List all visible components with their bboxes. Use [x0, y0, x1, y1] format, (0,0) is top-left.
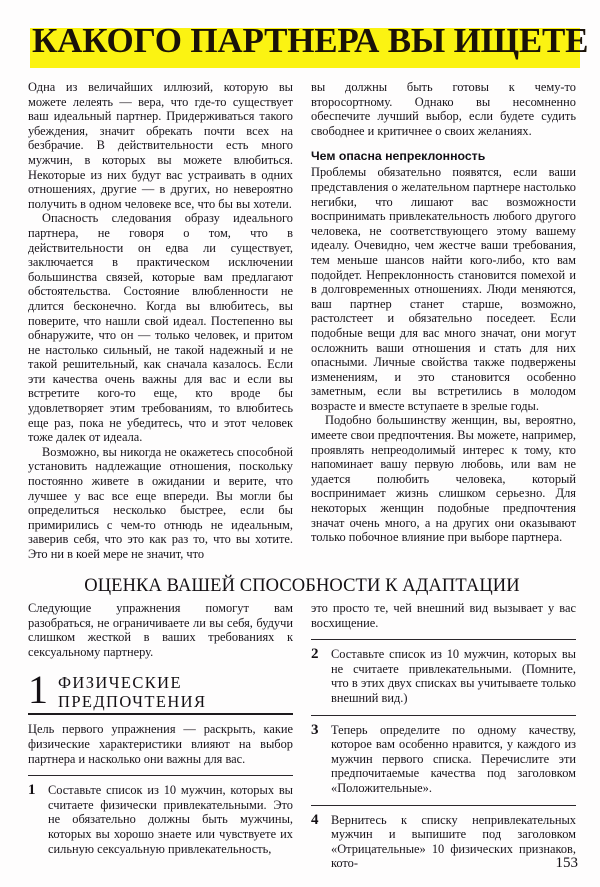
- right-column-lower: [311, 601, 576, 871]
- divider: [28, 713, 293, 715]
- exercise-header: [28, 667, 293, 713]
- paragraph: Возможно, вы никогда не окажетесь способной установить надлежащие отношения, поскольку постоянно живете в ожидании и верите, что лучшее у вас все еще впереди. Вы могли бы определиться несколько быстрее, если бы примирились с чем-то отнюдь не идеальным, заверив себя, что это как раз то, что вы хотите. Это ни в коей мере не значит, что: [28, 444, 293, 561]
- upper-body-columns: [28, 80, 576, 562]
- exercise-title-line1: ФИЗИЧЕСКИЕ: [58, 673, 182, 693]
- right-column-upper: [311, 80, 576, 562]
- lower-body-columns: [28, 601, 576, 871]
- divider: [311, 715, 576, 716]
- step-number: 4: [311, 811, 319, 828]
- page-number: 153: [555, 855, 578, 871]
- page-title: КАКОГО ПАРТНЕРА ВЫ ИЩЕТЕ: [32, 21, 589, 60]
- exercise-title: [58, 673, 293, 711]
- step-text: Составьте список из 10 мужчин, которых вы считаете физически привлекательными. Это не обязательно должны быть мужчины, которых вы хорошо знаете или чувствуете их сильную сексуальную привлекательность,: [48, 783, 293, 856]
- paragraph-continued: вы должны быть готовы к чему-то второсортному. Однако вы несомненно обеспечите лучший выбор, если будете судить свободнее и критичнее о своих желаниях.: [311, 80, 576, 138]
- step-item: [28, 783, 293, 856]
- step-number: 1: [28, 782, 36, 799]
- step-item: [311, 723, 576, 796]
- step-text: Составьте список из 10 мужчин, которых вы не считаете привлекательными. (Помните, что в этих двух списках вы учитываете только внешний вид.): [331, 647, 576, 705]
- section-intro: Следующие упражнения помогут вам разобраться, не ограничиваете ли вы себя, будучи слишком жесткой в ваших требованиях к сексуальному партнеру.: [28, 601, 293, 659]
- subheading-inflexibility: Чем опасна непреклонность: [311, 149, 486, 164]
- step-item: [311, 813, 576, 871]
- step-text: Теперь определите по одному качеству, которое вам особенно нравится, у каждого из мужчин первого списка. Перечислите эти предпочитаемые качества под заголовком «Положительные».: [331, 722, 576, 795]
- exercise-title-line2: ПРЕДПОЧТЕНИЯ: [58, 691, 207, 711]
- exercise-number: 1: [28, 667, 48, 713]
- section-heading: ОЦЕНКА ВАШЕЙ СПОСОБНОСТИ К АДАПТАЦИИ: [84, 576, 520, 596]
- section-intro-continued: это просто те, чей внешний вид вызывает у вас восхищение.: [311, 601, 576, 630]
- step-item: [311, 647, 576, 705]
- paragraph: Опасность следования образу идеального партнера, не говоря о том, что в действительности он едва ли существует, заключается в практическом исключении большинства связей, которые вам предлагают обстоятельства. Состояние влюбленности не длится бесконечно. Когда вы влюбитесь, вы поверите, что нашли свой идеал. Постепенно вы обнаружите, что он — только человек, и притом не настолько сильный, не такой надежный и не такой решительный, как сначала казалось. Если эти качества очень важны для вас и если вы встретите кого-то еще, кто вроде бы удовлетворяет этим требованиям, то влюбитесь еще раз, пока не убедитесь, что и этот человек тоже далек от идеала.: [28, 211, 293, 445]
- paragraph: Проблемы обязательно появятся, если ваши представления о желательном партнере настолько негибки, что лишают вас возможности воспринимать привлекательность любого другого человека, не соответствующего этому вашему идеалу. Очевидно, чем жестче ваши требования, тем меньше шансов найти кого-либо, кто вам подойдет. Непреклонность становится помехой и в долговременных отношениях. Люди меняются, ваш партнер станет старше, возможно, растолстеет и обязательно поседеет. Если подобные вещи для вас много значат, они могут осложнить ваши отношения и стать для них опасными. Личные свойства также подвержены изменениям, и это становится особенно заметным, если вы встретились в молодом возрасте и вместе вступаете в зрелые годы.: [311, 165, 576, 413]
- exercise-description: Цель первого упражнения — раскрыть, какие физические характеристики влияют на выбор партнера и насколько они важны для вас.: [28, 722, 293, 766]
- paragraph: Подобно большинству женщин, вы, вероятно, имеете свои предпочтения. Вы можете, например, проявлять непреодолимый интерес к тому, кто напоминает вашу первую любовь, или вам не удается полюбить человека, который воспринимает жизнь слишком серьезно. Для некоторых женщин подобные предпочтения значат очень много, а на других они оказывают только побочное влияние при выборе партнера.: [311, 413, 576, 545]
- left-column-upper: [28, 80, 293, 562]
- divider: [311, 639, 576, 640]
- paragraph: Одна из величайших иллюзий, которую вы можете лелеять — вера, что где-то существует ваш идеальный партнер. Придерживаться такого убеждения, значит обрекать почти всех на безбрачие. В действительности есть много мужчин, в которых вы можете влюбиться. Некоторые из них будут вас устраивать в одних отношениях, другие — в других, но невероятно получить в одном человеке все, что бы вы хотели.: [28, 80, 293, 211]
- left-column-lower: [28, 601, 293, 871]
- step-text: Вернитесь к списку непривлекательных мужчин и выпишите под заголовком «Отрицательные» 10 физических признаков, кото-: [331, 812, 576, 871]
- step-number: 3: [311, 721, 319, 738]
- divider: [311, 805, 576, 806]
- step-number: 2: [311, 646, 319, 663]
- divider: [28, 775, 293, 776]
